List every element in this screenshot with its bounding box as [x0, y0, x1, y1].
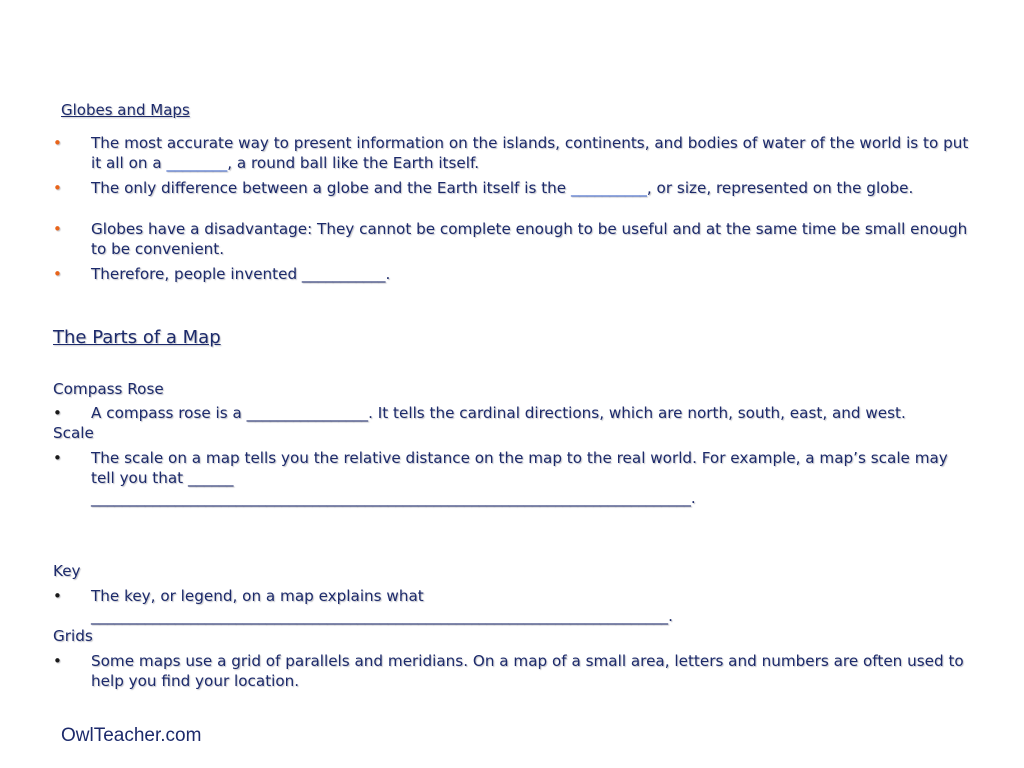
bullet-compass-rose: • A compass rose is a ________________. It tells the cardinal directions, which are north, south, east, and west. [53, 404, 906, 422]
bullet-globe-disadvantage: • Globes have a disadvantage: They cannot be complete enough to be useful and at the same time be small enough to be convenient. [53, 220, 968, 258]
bullet-dot: • [53, 587, 62, 605]
bullet-globe-difference: • The only difference between a globe and the Earth itself is the __________, or size, represented on the globe. [53, 179, 914, 197]
bullet-dot: • [53, 652, 62, 670]
scale-label: Scale [53, 424, 94, 442]
bullet-dot: • [53, 220, 62, 238]
bullet-scale: • The scale on a map tells you the relative distance on the map to the real world. For example, a map’s scale may tell you that ______ _______________________________________________________________________________. [53, 449, 948, 507]
bullet-dot: • [53, 265, 62, 283]
map-parts [53, 379, 973, 691]
parts-of-map-heading: The Parts of a Map [53, 327, 221, 348]
bullet-dot: • [53, 449, 62, 467]
bullet-dot: • [53, 134, 62, 152]
bullet-grids: • Some maps use a grid of parallels and meridians. On a map of a small area, letters and numbers are often used to help you find your location. [53, 652, 964, 690]
bullet-globe-accuracy: • The most accurate way to present information on the islands, continents, and bodies of water of the world is to put it all on a ________, a round ball like the Earth itself. [53, 134, 969, 172]
fill-blank: __________ [570, 179, 647, 197]
fill-line: _______________________________________________________________________________. [91, 489, 696, 507]
compass-rose-label: Compass Rose [53, 380, 164, 398]
fill-blank: ________ [166, 154, 228, 172]
bullet-dot: • [53, 404, 62, 422]
footer-site-name: OwlTeacher.com [61, 725, 202, 746]
grids-label: Grids [53, 627, 93, 645]
fill-line: ____________________________________________________________________________. [91, 607, 673, 625]
bullet-dot: • [53, 179, 62, 197]
bullet-invented: • Therefore, people invented ___________. [53, 265, 391, 283]
slide-title: Globes and Maps [61, 101, 190, 119]
key-label: Key [53, 562, 81, 580]
intro-bullets [53, 133, 973, 284]
bullet-key: • The key, or legend, on a map explains what ____________________________________________________________________________. [53, 587, 673, 625]
